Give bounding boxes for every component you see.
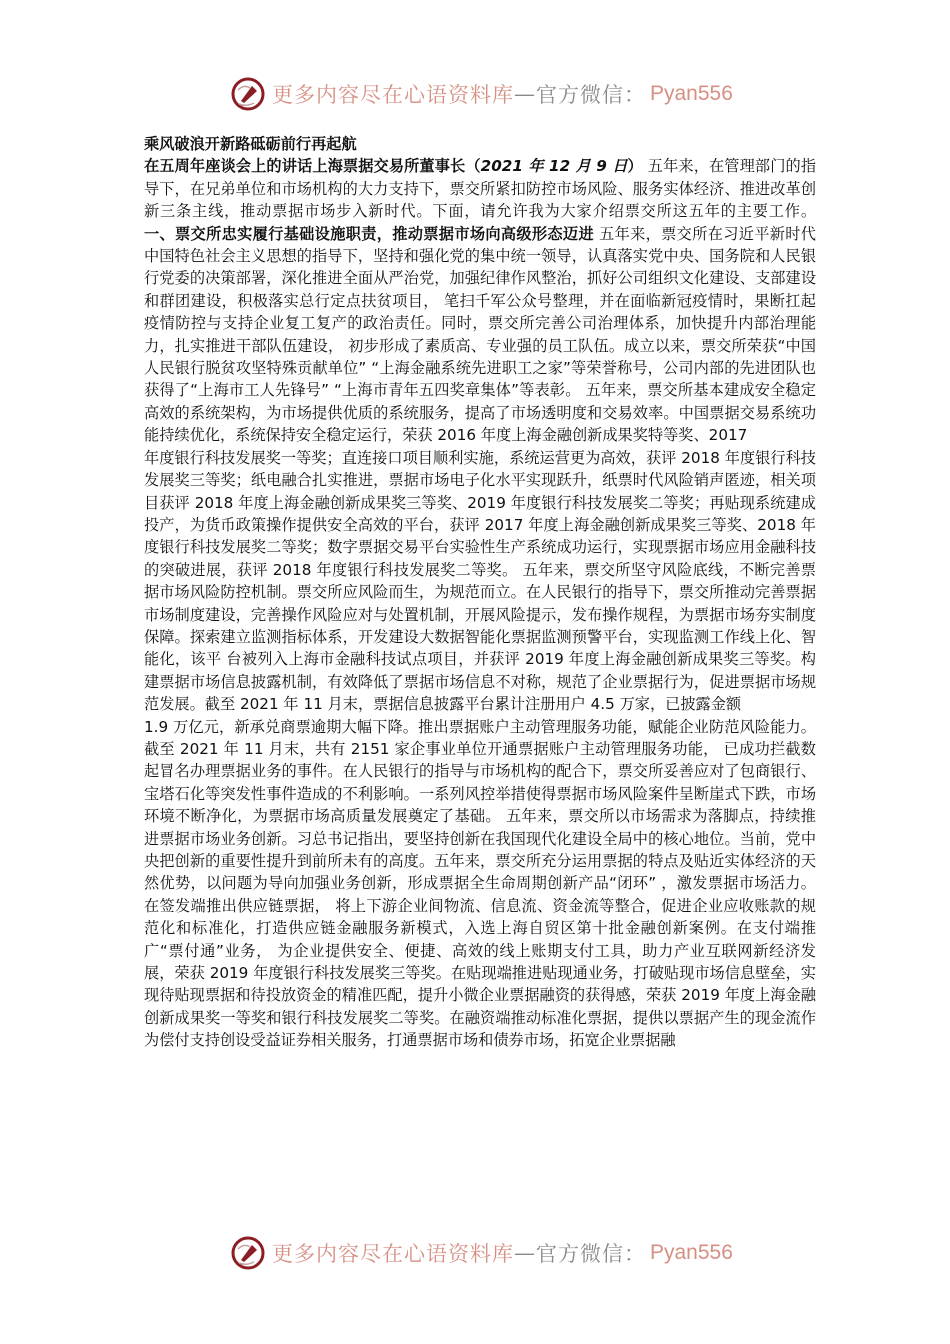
watermark-footer bbox=[230, 1231, 733, 1275]
watermark-gray-text: 官方微信： bbox=[536, 1242, 646, 1266]
watermark-red-text: 更多内容尽在心语资料库 bbox=[272, 1242, 514, 1266]
subtitle-close: ） bbox=[627, 157, 643, 176]
watermark-header bbox=[230, 72, 733, 116]
watermark-id: Pyan556 bbox=[650, 82, 733, 105]
watermark-id: Pyan556 bbox=[650, 1241, 733, 1264]
watermark-gray-text: 官方微信： bbox=[536, 83, 646, 107]
watermark-dash: — bbox=[514, 82, 536, 106]
paragraph-text: 五年来，票交所在习近平新时代中国特色社会主义思想的指导下，坚持和强化党的集中统一领导，认真落实党中央、国务院和人民银行党委的决策部署，深化推进全面从严治党，加强纪律作风整治，抓好公司组织文化建设、支部建设和群团建设，积极落实总行定点扶贫项目， 笔扫千军公众号整理，并在面临新冠疫情时，果断扛起疫情防控与支持企业复工复产的政治责任。同时，票交所完善公司治理体系，加快提升内部治理能力，扎实推进干部队伍建设， 初步形成了素质高、专业强的员工队伍。成立以来，票交所荣获“中国人民银行脱贫攻坚特殊贡献单位” “上海金融系统先进职工之家”等荣誉称号，公司内部的先进团队也获得了“上海市工人先锋号” “上海市青年五四奖章集体”等表彰。 五年来，票交所基本建成安全稳定高效的系统架构，为市场提供优质的系统服务，提高了市场透明度和交易效率。中国票据交易系统功能持续优化，系统保持安全稳定运行，荣获 2016 年度上海金融创新成果奖特等奖、2017 bbox=[144, 224, 816, 445]
pen-nib-logo-icon bbox=[230, 1235, 266, 1271]
paragraph-1 bbox=[144, 155, 816, 446]
paragraph-text: 五年来，在管理部门的指导下，在兄弟单位和市场机构的大力支持下，票交所紧扣防控市场风险、服务实体经济、推进改革创新三条主线，推动票据市场步入新时代。下面，请允许我为大家介绍票交所这五年的主要工作。 bbox=[144, 157, 817, 221]
section-heading-1: 一、票交所忠实履行基础设施职责，推动票据市场向高级形态迈进 bbox=[144, 224, 594, 243]
watermark-red-text: 更多内容尽在心语资料库 bbox=[272, 83, 514, 107]
subtitle: 在五周年座谈会上的讲话上海票据交易所董事长（ bbox=[144, 157, 481, 176]
pen-nib-logo-icon bbox=[230, 76, 266, 112]
paragraph-3: 1.9 万亿元，新承兑商票逾期大幅下降。推出票据账户主动管理服务功能，赋能企业防范风险能力。截至 2021 年 11 月末，共有 2151 家企事业单位开通票据账户主动管理服务功能， 已成功拦截数起冒名办理票据业务的事件。在人民银行的指导与市场机构的配合下，票交所妥善应对了包商银行、宝塔石化等突发性事件造成的不利影响。一系列风控举措使得票据市场风险案件呈断崖式下跌，市场环境不断净化，为票据市场高质量发展奠定了基础。 五年来，票交所以市场需求为落脚点，持续推进票据市场业务创新。习总书记指出，要坚持创新在我国现代化建设全局中的核心地位。当前，党中央把创新的重要性提升到前所未有的高度。五年来，票交所充分运用票据的特点及贴近实体经济的天然优势，以问题为导向加强业务创新，形成票据全生命周期创新产品“闭环” ，激发票据市场活力。在签发端推出供应链票据， 将上下游企业间物流、信息流、资金流等整合，促进企业应收账款的规范化和标准化，打造供应链金融服务新模式，入选上海自贸区第十批金融创新案例。在支付端推广“票付通”业务， 为企业提供安全、便捷、高效的线上账期支付工具，助力产业互联网新经济发展，荣获 2019 年度银行科技发展奖三等奖。在贴现端推进贴现通业务，打破贴现市场信息壁垒，实现待贴现票据和待投放资金的精准匹配，提升小微企业票据融资的获得感，荣获 2019 年度上海金融创新成果奖一等奖和银行科技发展奖二等奖。在融资端推动标准化票据，提供以票据产生的现金流作为偿付支持创设受益证券相关服务，打通票据市场和债券市场，拓宽企业票据融 bbox=[144, 717, 816, 1050]
subtitle-date: 2021 年 12 月 9 日 bbox=[480, 157, 628, 176]
watermark-dash: — bbox=[514, 1241, 536, 1265]
paragraph-2: 年度银行科技发展奖一等奖；直连接口项目顺利实施，系统运营更为高效，获评 2018 年度银行科技发展奖三等奖；纸电融合扎实推进，票据市场电子化水平实现跃升，纸票时代风险销声匿迹，相关项目获评 2018 年度上海金融创新成果奖三等奖、2019 年度银行科技发展奖二等奖；再贴现系统建成投产，为货币政策操作提供安全高效的平台，获评 2017 年度上海金融创新成果奖三等奖、2018 年度银行科技发展奖二等奖；数字票据交易平台实验性生产系统成功运行，实现票据市场应用金融科技的突破进展，获评 2018 年度银行科技发展奖二等奖。 五年来，票交所坚守风险底线，不断完善票据市场风险防控机制。票交所应风险而生，为规范而立。在人民银行的指导下，票交所推动完善票据市场制度建设，完善操作风险应对与处置机制，开展风险提示，发布操作规程，为票据市场夯实制度保障。探索建立监测指标体系，开发建设大数据智能化票据监测预警平台，实现监测工作线上化、智能化，该平 台被列入上海市金融科技试点项目，并获评 2019 年度上海金融创新成果奖三等奖。构建票据市场信息披露机制，有效降低了票据市场信息不对称，规范了企业票据行为，促进票据市场规范发展。截至 2021 年 11 月末，票据信息披露平台累计注册用户 4.5 万家，已披露金额 bbox=[144, 448, 816, 714]
document-title: 乘风破浪开新路砥砺前行再起航 bbox=[144, 135, 357, 153]
document-body bbox=[144, 133, 816, 1052]
